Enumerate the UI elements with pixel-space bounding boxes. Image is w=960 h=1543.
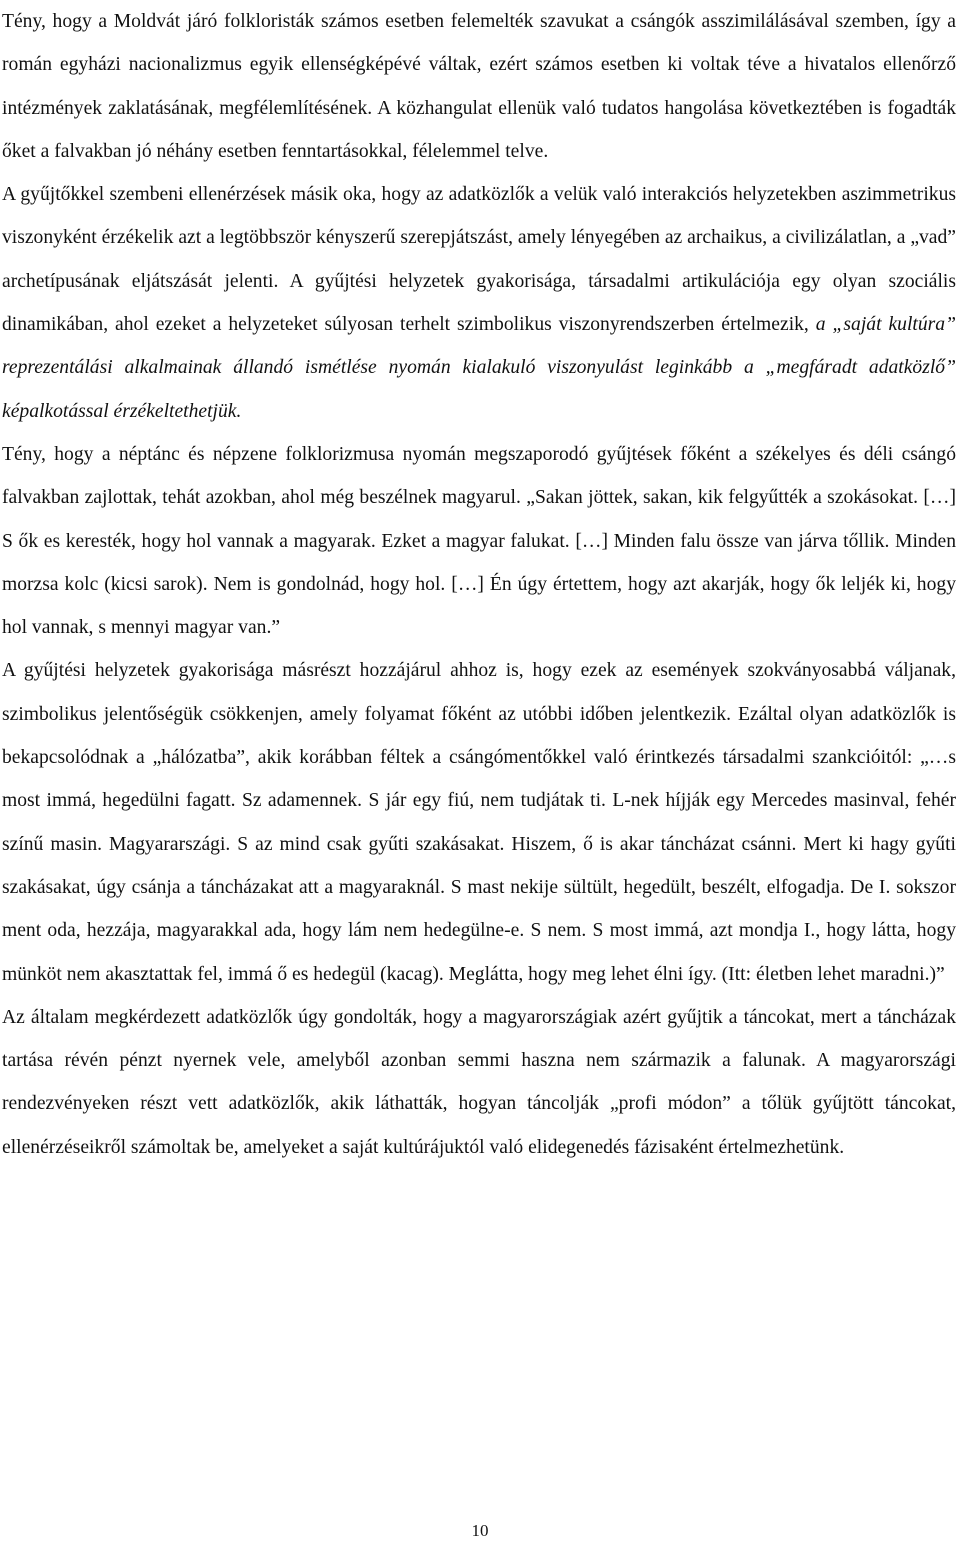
paragraph (2, 433, 956, 649)
paragraph (2, 996, 956, 1169)
paragraph-text: A gyűjtőkkel szembeni ellenérzések másik oka, hogy az adatközlők a velük való interakciós helyzetekben aszimmetrikus viszonyként érzékelik azt a legtöbbször kényszerű szerepjátszást, amely lényegében az archaikus, a civilizálatlan, a „vad” archetípusának eljátszását jelenti. A gyűjtési helyzetek gyakorisága, társadalmi artikulációja egy olyan szociális dinamikában, ahol ezeket a helyzeteket súlyosan terhelt szimbolikus viszonyrendszerben értelmezik, (2, 184, 956, 336)
paragraph-text: Tény, hogy a néptánc és népzene folklorizmusa nyomán megszaporodó gyűjtések főként a székelyes és déli csángó falvakban zajlottak, tehát azokban, ahol még beszélnek magyarul. „Sakan jöttek, sakan, kik felgyűtték a szokásokat. […] S ők es keresték, hogy hol vannak a magyarak. Ezket a magyar falukat. […] Minden falu össze van járva tőllik. Minden morzsa kolc (kicsi sarok). Nem is gondolnád, hogy hol. […] Én úgy értettem, hogy azt akarják, hogy ők leljék ki, hogy hol vannak, s mennyi magyar van.” (2, 443, 956, 639)
page-number: 10 (471, 1521, 489, 1540)
paragraph-text: A gyűjtési helyzetek gyakorisága másrészt hozzájárul ahhoz is, hogy ezek az események szokványosabbá váljanak, szimbolikus jelentőségük csökkenjen, amely folyamat főként az utóbbi időben jelentkezik. Ezáltal olyan adatközlők is bekapcsolódnak a „hálózatba”, akik korábban féltek a csángómentőkkel való érintkezés társadalmi szankcióitól: „…s most immá, hegedülni fagatt. Sz adamennek. S jár egy fiú, nem tudjátak ti. L-nek híjják egy Mercedes masinval, fehér színű masin. Magyararszági. S az mind csak gyűti szakásakat. Hiszem, ő is akar táncházat csánni. Mert ki hagy gyűti szakásakat, úgy csánja a táncházakat att a magyaraknál. S mast nekije sültült, hegedült, beszélt, elfogadja. De I. sokszor ment oda, hezzája, magyarakkal ada, hogy lám nem hedegülne-e. S nem. S most immá, azt mondja I., hogy látta, hogy münköt nem akasztattak fel, immá ő es hedegül (kacag). Meglátta, hogy meg lehet élni így. (Itt: életben lehet maradni.)” (2, 660, 956, 985)
paragraph (2, 173, 956, 433)
paragraph-italic-text: a „saját kultúra” reprezentálási alkalmainak állandó ismétlése nyomán kialakuló viszonyulást leginkább a „megfáradt adatközlő” képalkotással érzékeltethetjük. (2, 314, 956, 422)
body-text (2, 0, 956, 1169)
paragraph (2, 0, 956, 173)
paragraph (2, 649, 956, 995)
paragraph-text: Az általam megkérdezett adatközlők úgy gondolták, hogy a magyarországiak azért gyűjtik a táncokat, mert a táncházak tartása révén pénzt nyernek vele, amelyből azonban semmi haszna nem származik a falunak. A magyarországi rendezvényeken részt vett adatközlők, akik láthatták, hogyan táncolják „profi módon” a tőlük gyűjtött táncokat, ellenérzéseikről számoltak be, amelyeket a saját kultúrájuktól való elidegenedés fázisaként értelmezhetünk. (2, 1006, 956, 1158)
paragraph-text: Tény, hogy a Moldvát járó folkloristák számos esetben felemelték szavukat a csángók asszimilálásával szemben, így a román egyházi nacionalizmus egyik ellenségképévé váltak, ezért számos esetben ki voltak téve a hivatalos ellenőrző intézmények zaklatásának, megfélemlítésének. A közhangulat ellenük való tudatos hangolása következtében is fogadták őket a falvakban jó néhány esetben fenntartásokkal, félelemmel telve. (2, 11, 956, 162)
